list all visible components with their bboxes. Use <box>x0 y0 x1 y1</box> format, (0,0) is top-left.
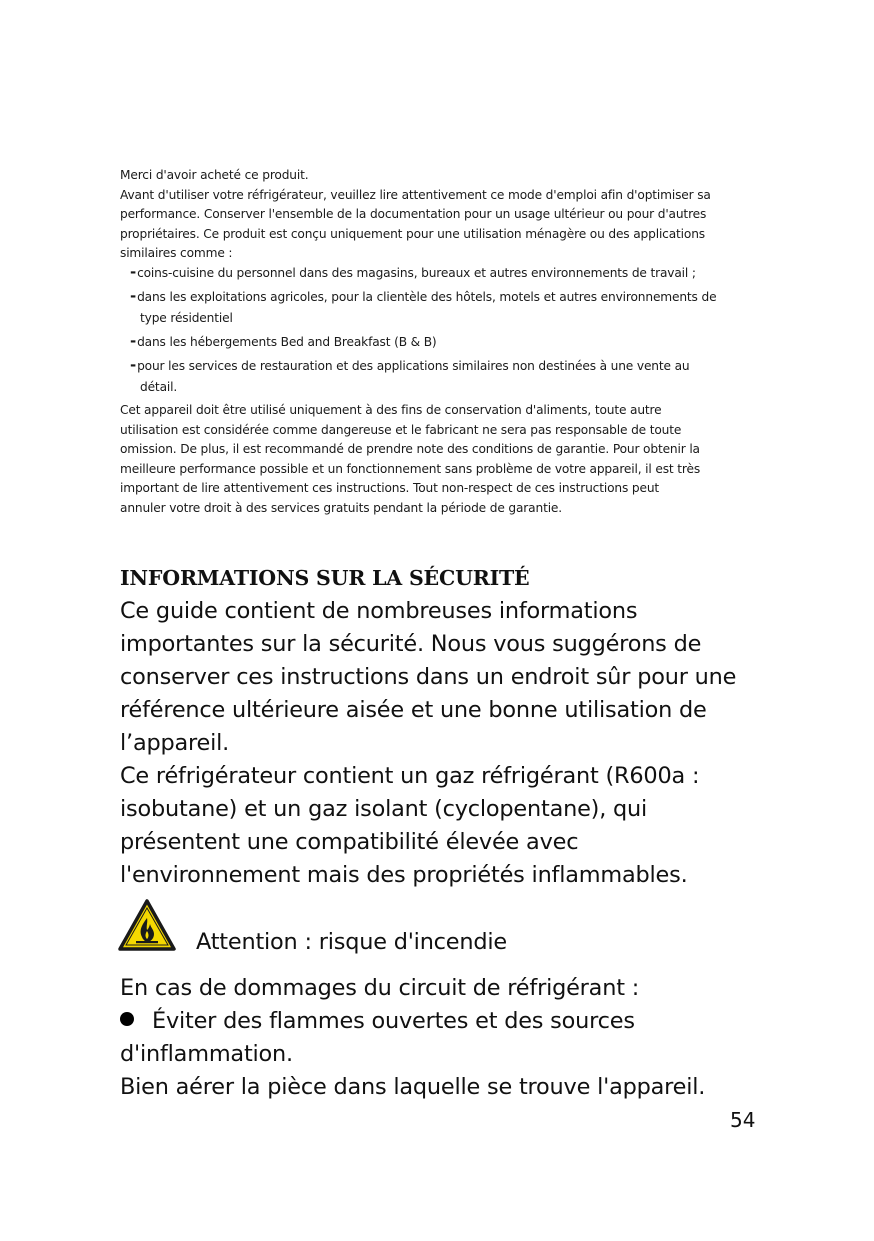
list-item-text: coins-cuisine du personnel dans des magasins, bureaux et autres environnements de travail ; <box>137 266 696 280</box>
damage-intro: En cas de dommages du circuit de réfrigérant : <box>120 975 640 1001</box>
list-item <box>130 356 689 377</box>
safety-line: l'environnement mais des propriétés inflammables. <box>120 862 688 888</box>
safety-line: Ce réfrigérateur contient un gaz réfrigérant (R600a : <box>120 763 700 789</box>
safety-line: importantes sur la sécurité. Nous vous suggérons de <box>120 631 702 657</box>
bullet-continuation: d'inflammation. <box>120 1041 293 1067</box>
dash-bullet: - <box>130 263 137 281</box>
list-item-text: dans les hébergements Bed and Breakfast (B & B) <box>137 335 437 349</box>
list-item <box>130 263 696 284</box>
notice-line: omission. De plus, il est recommandé de prendre note des conditions de garantie. Pour obtenir la <box>120 442 700 456</box>
dash-bullet: - <box>130 287 137 305</box>
bullet-item <box>120 1005 635 1038</box>
notice-line: annuler votre droit à des services gratuits pendant la période de garantie. <box>120 500 563 515</box>
dash-bullet: - <box>130 332 137 350</box>
list-item-continuation: type résidentiel <box>140 311 233 325</box>
bullet-dot-icon <box>120 1012 134 1026</box>
intro-line: Avant d'utiliser votre réfrigérateur, veuillez lire attentivement ce mode d'emploi afin d'optimiser sa <box>120 187 711 202</box>
notice-line: Cet appareil doit être utilisé uniquement à des fins de conservation d'aliments, toute autre <box>120 403 662 417</box>
safety-line: conserver ces instructions dans un endroit sûr pour une <box>120 664 737 690</box>
list-item-continuation: détail. <box>140 380 178 394</box>
section-heading: INFORMATIONS SUR LA SÉCURITÉ <box>120 566 530 590</box>
page-number: 54 <box>730 1108 756 1132</box>
intro-line: propriétaires. Ce produit est conçu uniquement pour une utilisation ménagère ou des applications <box>120 226 706 241</box>
attention-text: Attention : risque d'incendie <box>196 929 507 955</box>
fire-hazard-icon <box>117 898 177 952</box>
safety-line: l’appareil. <box>120 730 230 756</box>
list-item <box>130 287 716 308</box>
notice-line: utilisation est considérée comme dangereuse et le fabricant ne sera pas responsable de toute <box>120 422 682 437</box>
dash-bullet: - <box>130 356 137 374</box>
intro-line: performance. Conserver l'ensemble de la documentation pour un usage ultérieur ou pour d'autres <box>120 207 707 221</box>
intro-line: similaires comme : <box>120 246 233 260</box>
notice-line: important de lire attentivement ces instructions. Tout non-respect de ces instructions peut <box>120 481 660 495</box>
intro-line: Merci d'avoir acheté ce produit. <box>120 168 309 182</box>
safety-line: isobutane) et un gaz isolant (cyclopentane), qui <box>120 796 648 822</box>
safety-line: référence ultérieure aisée et une bonne utilisation de <box>120 697 707 723</box>
list-item-text: pour les services de restauration et des applications similaires non destinées à une vente au <box>137 359 690 373</box>
safety-line: Ce guide contient de nombreuses informations <box>120 598 638 624</box>
ventilate-line: Bien aérer la pièce dans laquelle se trouve l'appareil. <box>120 1074 706 1100</box>
list-item <box>130 332 437 353</box>
notice-line: meilleure performance possible et un fonctionnement sans problème de votre appareil, il est très <box>120 461 701 476</box>
list-item-text: dans les exploitations agricoles, pour la clientèle des hôtels, motels et autres environnements de <box>137 290 717 304</box>
safety-line: présentent une compatibilité élevée avec <box>120 829 579 855</box>
bullet-text: Éviter des flammes ouvertes et des sources <box>152 1008 635 1034</box>
